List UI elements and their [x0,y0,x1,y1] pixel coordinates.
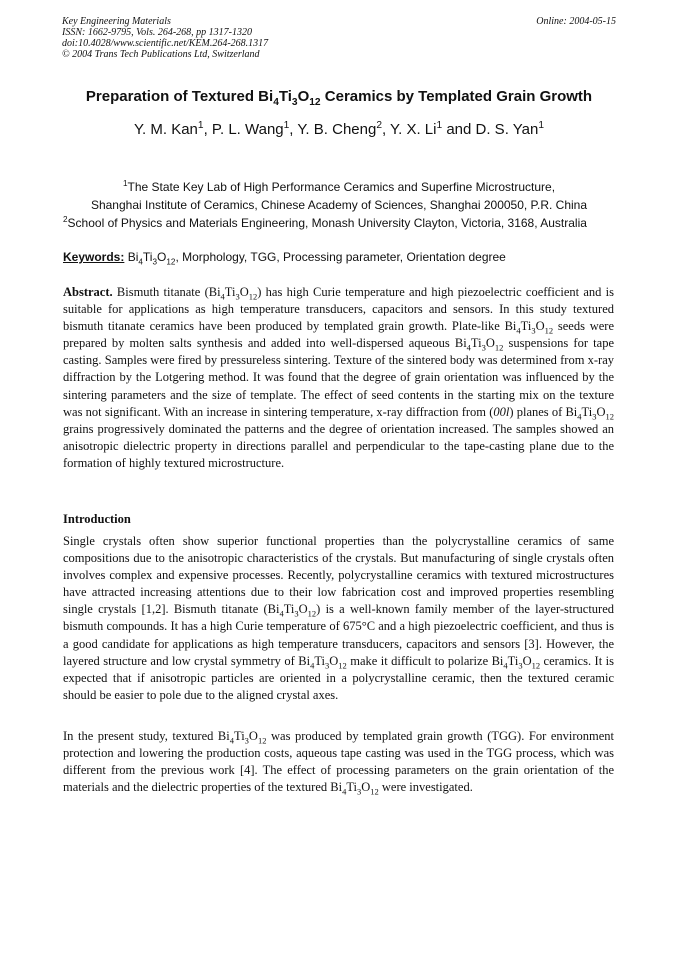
author-list: Y. M. Kan$^1$, P. L. Wang$^1$, Y. B. Cheng$^2$, Y. X. Li$^1$ and D. S. Yan$^1$ [133,120,545,138]
copyright-line: © 2004 Trans Tech Publications Ltd, Switzerland [62,49,260,60]
keywords-text: $Bi_4Ti_3O_{12}$, Morphology, TGG, Processing parameter, Orientation degree [127,250,506,267]
intro-paragraph-2: In the present study, textured $Bi_4Ti_3O_{12}$ was produced by templated grain growth (TGG). For environment protection and lowering the production costs, aqueous tape casting was used in the TGG process, which was different from the previous work [4]. The effect of processing parameters on the grain orientation of the materials and the dielectric properties of the textured $Bi_4Ti_3O_{12}$ were investigated. [63,729,614,797]
keywords-label: Keywords: [63,250,125,264]
affiliation-1-cont: Shanghai Institute of Ceramics, Chinese Academy of Sciences, Shanghai 200050, P.R. China [90,198,588,212]
affiliation-1: $^1$The State Key Lab of High Performance Ceramics and Superfine Microstructure, [122,179,556,194]
doi-line: doi:10.4028/www.scientific.net/KEM.264-268.1317 [62,38,269,49]
online-date: Online: 2004-05-15 [536,16,616,27]
abstract [63,284,614,472]
keywords [63,250,506,267]
section-heading-introduction: Introduction [63,512,131,526]
journal-name: Key Engineering Materials [62,16,171,27]
abstract-label: Abstract. [63,285,113,299]
issn-line: ISSN: 1662-9795, Vols. 264-268, pp 1317-1320 [62,27,252,38]
journal-header [62,16,268,60]
abstract-text: Bismuth titanate $(Bi_4Ti_3O_{12})$ has high Curie temperature and high piezoelectric coefficient and is suitable for applications as high temperature transducers, capacitors and sensors. In this study textured bismuth titanate ceramics have been produced by templated grain growth. Plate-like $Bi_4Ti_3O_{12}$ seeds were prepared by molten salts synthesis and added into well-dispersed aqueous $Bi_4Ti_3O_{12}$ suspensions for tape casting. Samples were fired by pressureless sintering. Texture of the sintered body was determined from x-ray diffraction by the Lotgering method. It was found that the degree of grain orientation was influenced by the sintering parameters and the size of template. The effect of seed contents in the starting mix on the texture was not significant. With an increase in sintering temperature, x-ray diffraction from (00l) planes of $Bi_4Ti_3O_{12}$ grains progressively dominated the patterns and the degree of orientation increased. The samples showed an anisotropic dielectric property in directions parallel and perpendicular to the tape-casting plane due to the formation of highly textured microstructure. [63,285,615,470]
paper-title: Preparation of Textured $Bi_4Ti_3O_{12}$ Ceramics by Templated Grain Growth [85,88,593,108]
affiliation-2: $^2$School of Physics and Materials Engineering, Monash University Clayton, Victoria, 3168, Australia [63,215,587,230]
intro-paragraph-1: Single crystals often show superior functional properties than the polycrystalline ceramics of same compositions due to the anisotropic characteristics of the crystals. But manufacturing of single crystals often involves complex and expensive processes. Recently, polycrystalline ceramics with textured microstructures have attracted increasing attentions due to their low fabrication cost and improved properties resembling single crystals [1,2]. Bismuth titanate $(Bi_4Ti_3O_{12})$ is a well-known family member of the layer-structured bismuth compounds. It has a high Curie temperature of 675°C and a high piezoelectric coefficient, and thus is a good candidate for applications as high temperature transducers, capacitors and sensors [3]. However, the layered structure and low crystal symmetry of $Bi_4Ti_3O_{12}$ make it difficult to polarize $Bi_4Ti_3O_{12}$ ceramics. It is expected that if anisotropic particles are oriented in a polycrystalline ceramic, then the textured ceramic should be easier to pole due to the aligned crystal axes. [63,534,615,702]
